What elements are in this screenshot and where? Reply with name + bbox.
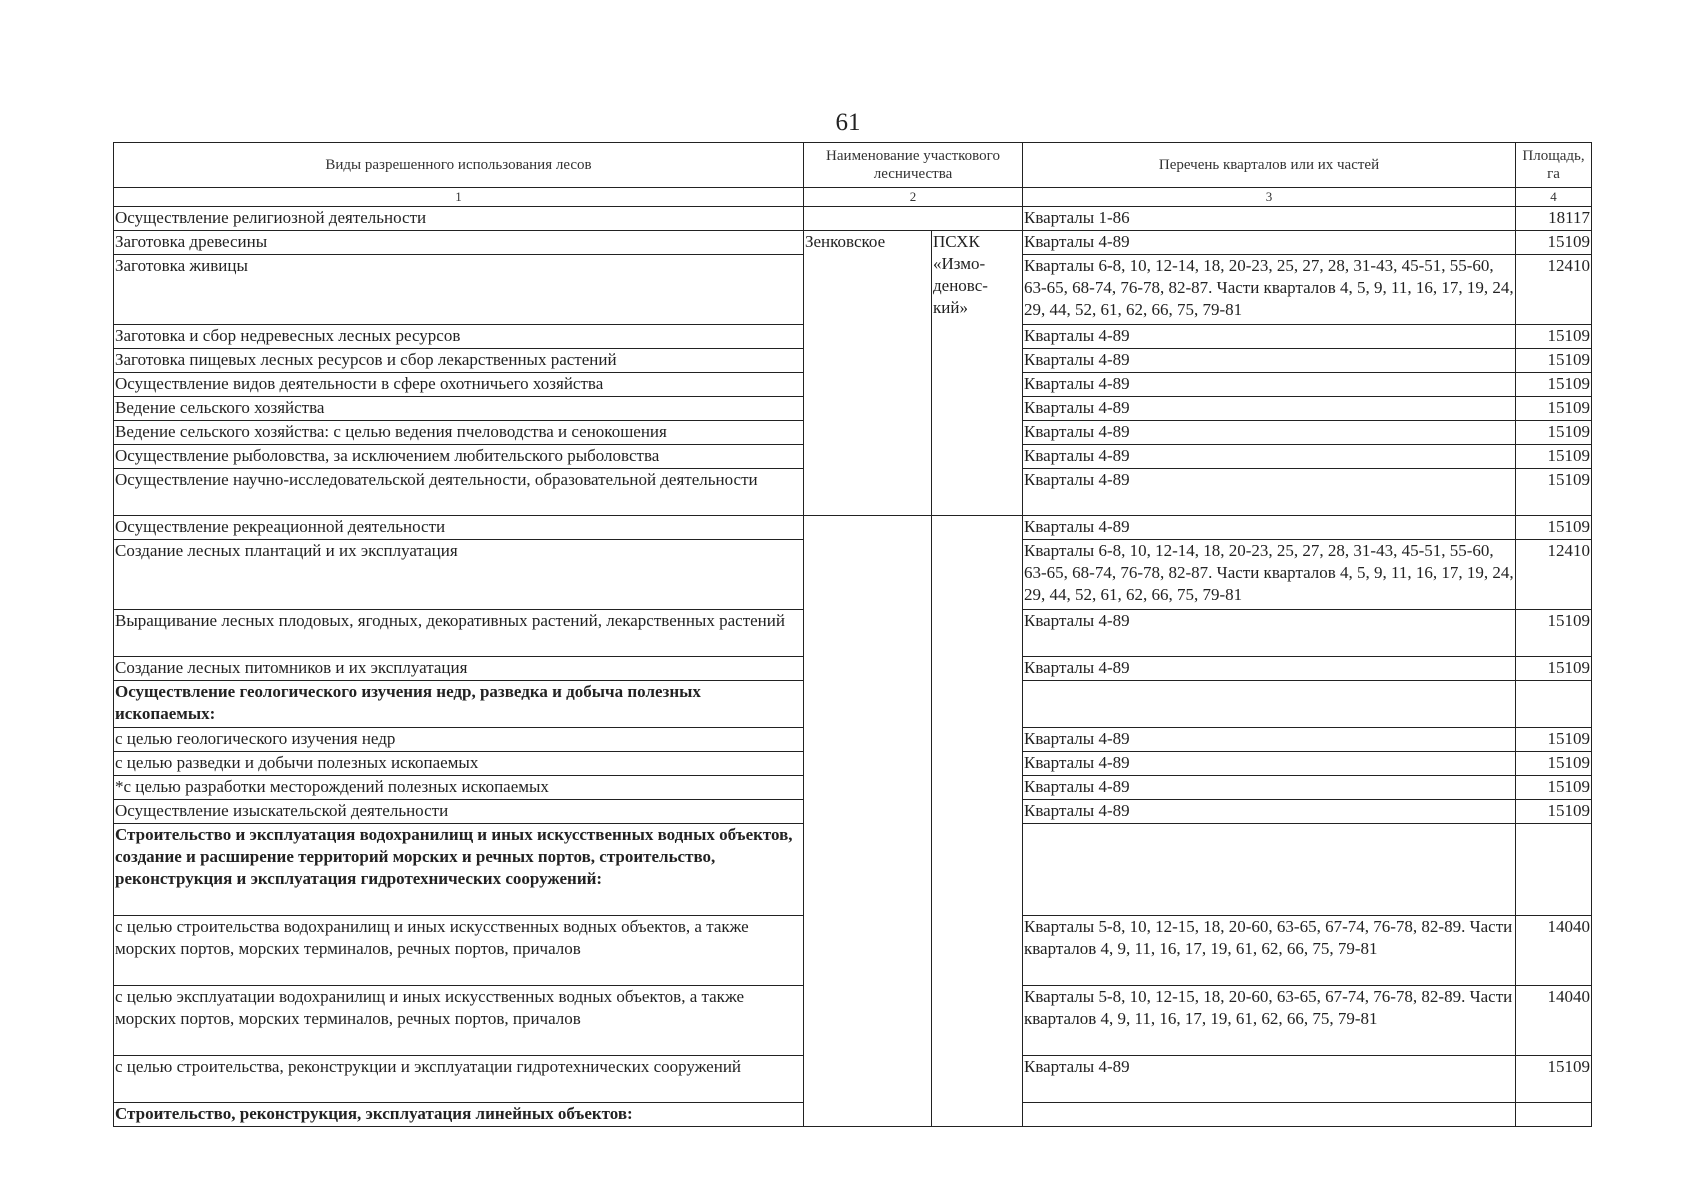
permitted-use-table <box>113 142 1592 1127</box>
area-cell: 15109 <box>1516 373 1592 397</box>
forestry-unit-cell: ПСХК «Измо-деновс-кий» <box>932 231 1023 516</box>
use-type-cell: Ведение сельского хозяйства <box>114 397 804 421</box>
area-cell: 15109 <box>1516 752 1592 776</box>
use-type-cell: Осуществление изыскательской деятельности <box>114 800 804 824</box>
use-type-cell: с целью геологического изучения недр <box>114 728 804 752</box>
quarters-cell <box>1023 681 1516 728</box>
area-cell <box>1516 824 1592 916</box>
quarters-cell: Кварталы 4-89 <box>1023 469 1516 516</box>
quarters-cell: Кварталы 4-89 <box>1023 516 1516 540</box>
quarters-cell: Кварталы 4-89 <box>1023 397 1516 421</box>
use-type-cell: Заготовка древесины <box>114 231 804 255</box>
area-cell: 18117 <box>1516 207 1592 231</box>
quarters-cell: Кварталы 4-89 <box>1023 445 1516 469</box>
use-type-cell: Осуществление видов деятельности в сфере охотничьего хозяйства <box>114 373 804 397</box>
area-cell: 12410 <box>1516 255 1592 325</box>
quarters-cell <box>1023 1103 1516 1127</box>
quarters-cell: Кварталы 4-89 <box>1023 373 1516 397</box>
area-cell: 15109 <box>1516 445 1592 469</box>
column-number-1: 1 <box>114 188 804 207</box>
use-type-cell: с целью строительства, реконструкции и эксплуатации гидротехнических сооружений <box>114 1056 804 1103</box>
table-row <box>114 207 1592 231</box>
use-type-cell: Заготовка живицы <box>114 255 804 325</box>
use-type-cell: Осуществление рыболовства, за исключением любительского рыболовства <box>114 445 804 469</box>
area-cell: 15109 <box>1516 800 1592 824</box>
forestry-district-cell-continued <box>804 516 932 1127</box>
quarters-cell: Кварталы 1-86 <box>1023 207 1516 231</box>
area-cell: 15109 <box>1516 657 1592 681</box>
use-type-cell: Создание лесных плантаций и их эксплуатация <box>114 540 804 610</box>
use-type-section-heading: Осуществление геологического изучения недр, разведка и добыча полезных ископаемых: <box>114 681 804 728</box>
area-cell: 14040 <box>1516 916 1592 986</box>
area-cell: 15109 <box>1516 469 1592 516</box>
quarters-cell: Кварталы 4-89 <box>1023 776 1516 800</box>
quarters-cell: Кварталы 4-89 <box>1023 349 1516 373</box>
area-cell: 15109 <box>1516 728 1592 752</box>
use-type-cell: Заготовка и сбор недревесных лесных ресурсов <box>114 325 804 349</box>
quarters-cell: Кварталы 4-89 <box>1023 610 1516 657</box>
area-cell: 15109 <box>1516 1056 1592 1103</box>
use-type-section-heading: Строительство и эксплуатация водохранилищ и иных искусственных водных объектов, создание и расширение территорий морских и речных портов, строительство, реконструкция и эксплуатация гидротехнических сооружений: <box>114 824 804 916</box>
table-row <box>114 516 1592 540</box>
quarters-cell: Кварталы 4-89 <box>1023 325 1516 349</box>
header-area: Площадь, га <box>1516 143 1592 188</box>
quarters-cell: Кварталы 4-89 <box>1023 421 1516 445</box>
quarters-cell: Кварталы 5-8, 10, 12-15, 18, 20-60, 63-65, 67-74, 76-78, 82-89. Части кварталов 4, 9, 11, 16, 17, 19, 61, 62, 66, 75, 79-81 <box>1023 916 1516 986</box>
quarters-cell: Кварталы 6-8, 10, 12-14, 18, 20-23, 25, 27, 28, 31-43, 45-51, 55-60, 63-65, 68-74, 76-78, 82-87. Части кварталов 4, 5, 9, 11, 16, 17, 19, 24, 29, 44, 52, 61, 62, 66, 75, 79-81 <box>1023 255 1516 325</box>
area-cell: 15109 <box>1516 516 1592 540</box>
page-number: 61 <box>835 109 861 136</box>
use-type-cell: Осуществление научно-исследовательской деятельности, образовательной деятельности <box>114 469 804 516</box>
use-type-cell: Осуществление религиозной деятельности <box>114 207 804 231</box>
use-type-cell: с целью строительства водохранилищ и иных искусственных водных объектов, а также морских портов, морских терминалов, речных портов, причалов <box>114 916 804 986</box>
forestry-unit-cell-continued <box>932 516 1023 1127</box>
use-type-cell: Ведение сельского хозяйства: с целью ведения пчеловодства и сенокошения <box>114 421 804 445</box>
area-cell: 14040 <box>1516 986 1592 1056</box>
use-type-cell: с целью эксплуатации водохранилищ и иных искусственных водных объектов, а также морских портов, морских терминалов, речных портов, причалов <box>114 986 804 1056</box>
area-cell: 12410 <box>1516 540 1592 610</box>
use-type-cell: *с целью разработки месторождений полезных ископаемых <box>114 776 804 800</box>
table-row <box>114 231 1592 255</box>
forestry-district-cell: Зенковское <box>804 231 932 516</box>
column-number-3: 3 <box>1023 188 1516 207</box>
use-type-cell: Создание лесных питомников и их эксплуатация <box>114 657 804 681</box>
quarters-cell: Кварталы 5-8, 10, 12-15, 18, 20-60, 63-65, 67-74, 76-78, 82-89. Части кварталов 4, 9, 11, 16, 17, 19, 61, 62, 66, 75, 79-81 <box>1023 986 1516 1056</box>
area-cell <box>1516 1103 1592 1127</box>
area-cell: 15109 <box>1516 421 1592 445</box>
quarters-cell: Кварталы 4-89 <box>1023 231 1516 255</box>
use-type-section-heading: Строительство, реконструкция, эксплуатация линейных объектов: <box>114 1103 804 1127</box>
area-cell: 15109 <box>1516 349 1592 373</box>
forestry-cell-empty <box>804 207 1023 231</box>
area-cell <box>1516 681 1592 728</box>
use-type-cell: с целью разведки и добычи полезных ископаемых <box>114 752 804 776</box>
area-cell: 15109 <box>1516 231 1592 255</box>
area-cell: 15109 <box>1516 776 1592 800</box>
column-number-4: 4 <box>1516 188 1592 207</box>
area-cell: 15109 <box>1516 610 1592 657</box>
use-type-cell: Осуществление рекреационной деятельности <box>114 516 804 540</box>
table-header-row <box>114 143 1592 188</box>
column-number-2: 2 <box>804 188 1023 207</box>
quarters-cell: Кварталы 4-89 <box>1023 800 1516 824</box>
area-cell: 15109 <box>1516 325 1592 349</box>
quarters-cell: Кварталы 6-8, 10, 12-14, 18, 20-23, 25, 27, 28, 31-43, 45-51, 55-60, 63-65, 68-74, 76-78, 82-87. Части кварталов 4, 5, 9, 11, 16, 17, 19, 24, 29, 44, 52, 61, 62, 66, 75, 79-81 <box>1023 540 1516 610</box>
quarters-cell <box>1023 824 1516 916</box>
table-column-numbers-row <box>114 188 1592 207</box>
header-quarters: Перечень кварталов или их частей <box>1023 143 1516 188</box>
quarters-cell: Кварталы 4-89 <box>1023 728 1516 752</box>
header-forestry-name: Наименование участкового лесничества <box>804 143 1023 188</box>
use-type-cell: Заготовка пищевых лесных ресурсов и сбор лекарственных растений <box>114 349 804 373</box>
quarters-cell: Кварталы 4-89 <box>1023 657 1516 681</box>
area-cell: 15109 <box>1516 397 1592 421</box>
header-use-types: Виды разрешенного использования лесов <box>114 143 804 188</box>
quarters-cell: Кварталы 4-89 <box>1023 1056 1516 1103</box>
quarters-cell: Кварталы 4-89 <box>1023 752 1516 776</box>
use-type-cell: Выращивание лесных плодовых, ягодных, декоративных растений, лекарственных растений <box>114 610 804 657</box>
